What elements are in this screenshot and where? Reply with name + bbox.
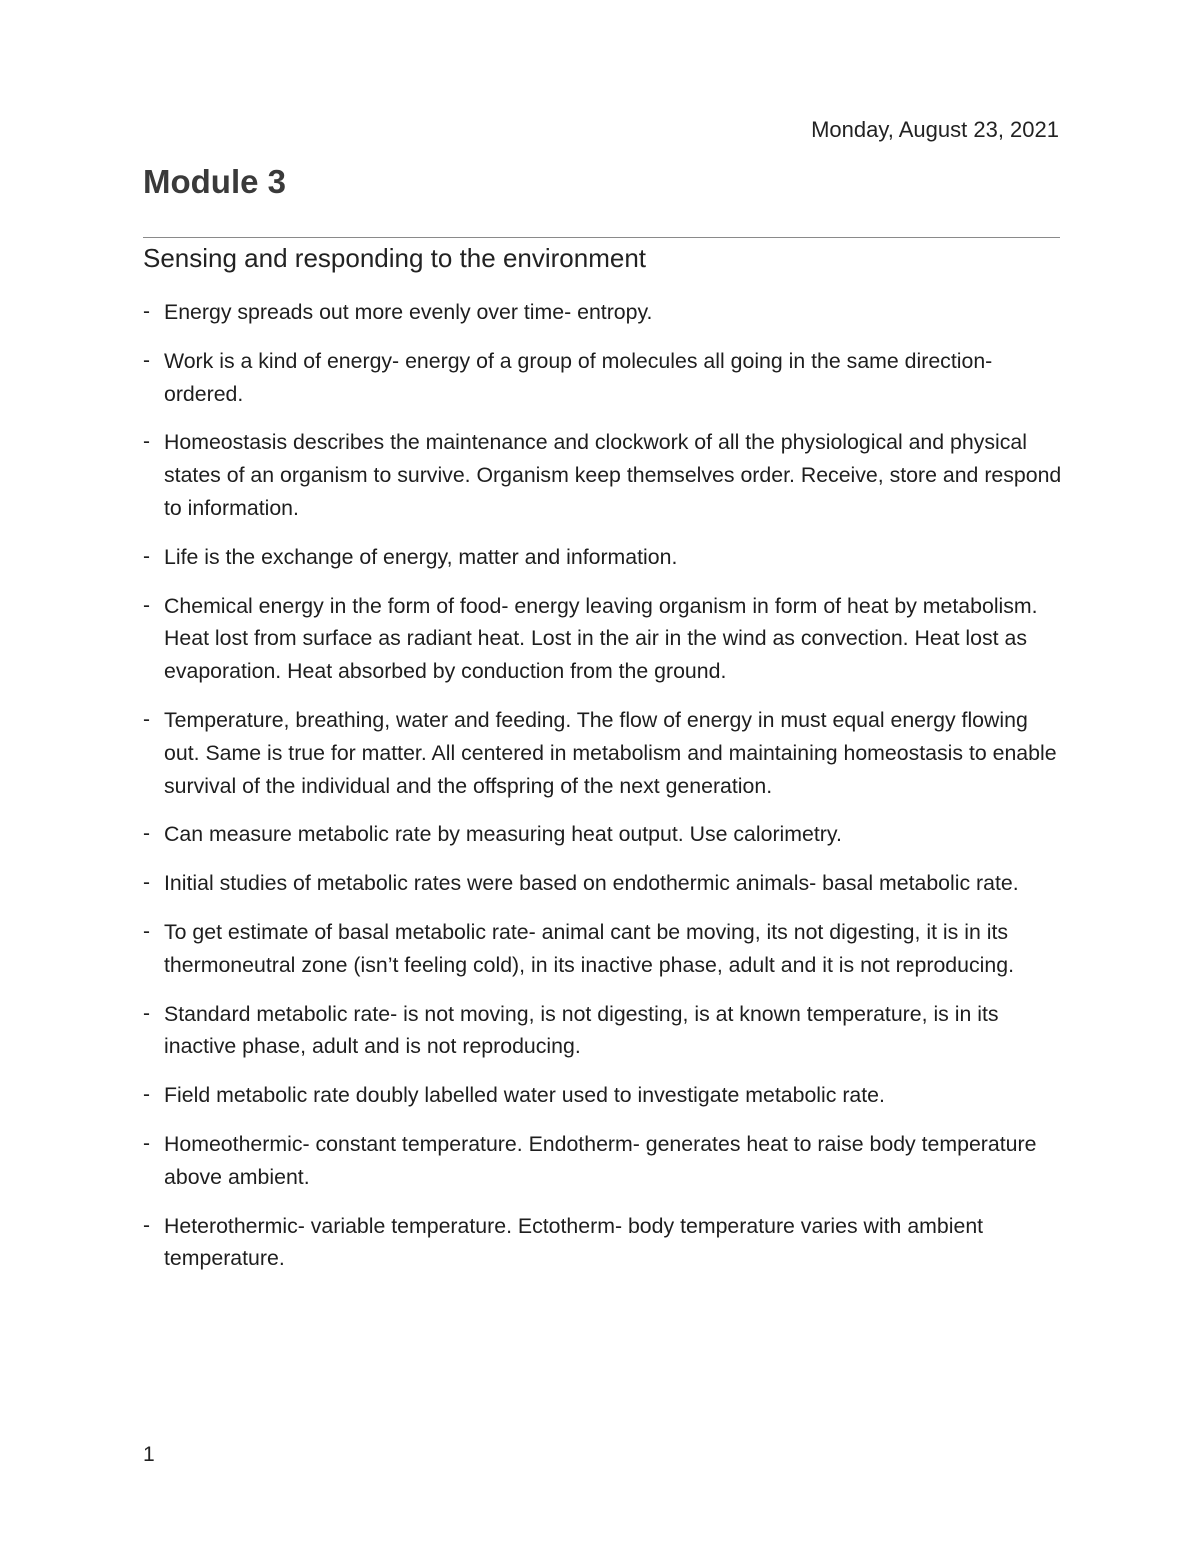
bullet-item <box>143 1079 1063 1112</box>
bullet-list <box>143 296 1063 1291</box>
bullet-item <box>143 345 1063 411</box>
bullet-dash-marker: - <box>143 822 150 846</box>
bullet-dash-marker: - <box>143 430 150 454</box>
title-divider <box>143 237 1060 238</box>
bullet-dash-marker: - <box>143 1083 150 1107</box>
bullet-text: Temperature, breathing, water and feeding. The flow of energy in must equal energy flowing out. Same is true for matter. All centered in metabolism and maintaining homeostasis to enable survival of the individual and the offspring of the next generation. <box>164 707 1057 798</box>
bullet-text: To get estimate of basal metabolic rate- animal cant be moving, its not digesting, it is in its thermoneutral zone (isn’t feeling cold), in its inactive phase, adult and it is not reproducing. <box>164 919 1014 977</box>
document-title: Module 3 <box>143 163 287 200</box>
bullet-text: Initial studies of metabolic rates were based on endothermic animals- basal metabolic rate. <box>164 871 1019 896</box>
section-heading: Sensing and responding to the environment <box>143 243 647 273</box>
bullet-dash-marker: - <box>143 300 150 323</box>
bullet-text: Life is the exchange of energy, matter and information. <box>164 544 678 569</box>
bullet-item <box>143 818 1063 851</box>
bullet-text: Work is a kind of energy- energy of a group of molecules all going in the same direction- ordered. <box>164 348 993 406</box>
bullet-item <box>143 1210 1063 1276</box>
bullet-text: Field metabolic rate doubly labelled water used to investigate metabolic rate. <box>164 1083 885 1108</box>
page-number: 1 <box>143 1443 155 1466</box>
bullet-item <box>143 541 1063 574</box>
bullet-dash-marker: - <box>143 707 150 731</box>
bullet-text: Homeothermic- constant temperature. Endotherm- generates heat to raise body temperature above ambient. <box>164 1131 1037 1189</box>
bullet-dash-marker: - <box>143 1001 150 1025</box>
bullet-dash-marker: - <box>143 919 150 943</box>
bullet-text: Energy spreads out more evenly over time- entropy. <box>164 300 653 324</box>
bullet-text: Homeostasis describes the maintenance and clockwork of all the physiological and physical states of an organism to survive. Organism keep themselves order. Receive, store and respond to information. <box>164 430 1062 520</box>
bullet-dash-marker: - <box>143 348 150 372</box>
bullet-dash-marker: - <box>143 544 150 568</box>
bullet-item <box>143 426 1063 524</box>
bullet-item <box>143 998 1063 1064</box>
bullet-item <box>143 916 1063 982</box>
bullet-dash-marker: - <box>143 1213 150 1237</box>
bullet-dash-marker: - <box>143 871 150 895</box>
bullet-item <box>143 1128 1063 1194</box>
bullet-item <box>143 590 1063 688</box>
bullet-item <box>143 867 1063 900</box>
document-date: Monday, August 23, 2021 <box>811 117 1059 142</box>
bullet-text: Can measure metabolic rate by measuring heat output. Use calorimetry. <box>164 822 842 847</box>
bullet-item <box>143 704 1063 802</box>
bullet-dash-marker: - <box>143 593 150 617</box>
bullet-text: Chemical energy in the form of food- energy leaving organism in form of heat by metabolism. Heat lost from surface as radiant heat. Lost in the air in the wind as convection. Heat lost as evaporation. Heat absorbed by conduction from the ground. <box>164 593 1038 684</box>
bullet-dash-marker: - <box>143 1131 150 1155</box>
bullet-text: Standard metabolic rate- is not moving, is not digesting, is at known temperature, is in its inactive phase, adult and is not reproducing. <box>164 1001 999 1059</box>
bullet-item <box>143 296 1063 329</box>
bullet-text: Heterothermic- variable temperature. Ectotherm- body temperature varies with ambient temperature. <box>164 1213 984 1271</box>
